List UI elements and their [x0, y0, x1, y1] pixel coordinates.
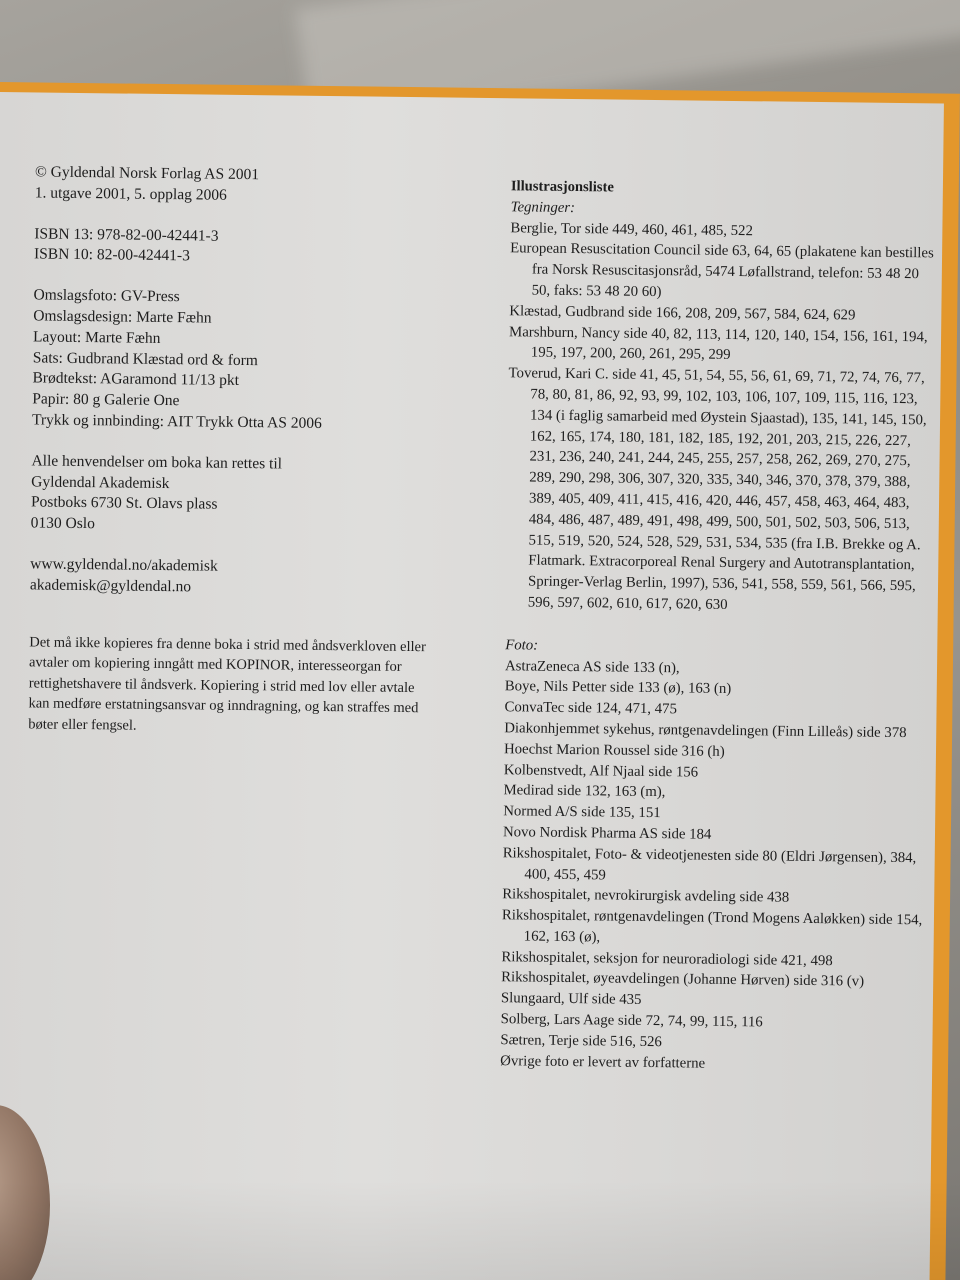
photo-entry: Hoechst Marion Roussel side 316 (h): [503, 740, 725, 760]
isbn-block: [34, 224, 444, 271]
copyright-block: [35, 162, 445, 209]
drawing-entry: Klæstad, Gudbrand side 166, 208, 209, 567, 584, 624, 629: [509, 303, 856, 324]
credit-line: Layout: Marte Fæhn: [32, 328, 161, 347]
address-line: Gyldendal Akademisk: [31, 472, 170, 492]
photo-entry: Rikshospitalet, øyeavdelingen (Johanne Hørven) side 316 (v): [501, 969, 865, 991]
book-page: [0, 92, 944, 1280]
photo-entry: Rikshospitalet, Foto- & videotjenesten side 80 (Eldri Jørgensen), 384, 400, 455, 459: [502, 844, 917, 883]
credit-line: Sats: Gudbrand Klæstad ord & form: [32, 348, 259, 369]
page-bottom-shadow: [0, 1180, 960, 1280]
photo-entry: Rikshospitalet, røntgenavdelingen (Trond Mogens Aaløkken) side 154, 162, 163 (ø),: [501, 907, 923, 946]
address-line: Postboks 6730 St. Olavs plass: [30, 493, 218, 514]
colophon-column: [28, 162, 445, 739]
address-block: [31, 451, 442, 539]
isbn-10: ISBN 10: 82-00-42441-3: [33, 245, 190, 265]
drawing-entry: European Resuscitation Council side 63, 64, 65 (plakatene kan bestilles fra Norsk Resuscitasjonsråd, 5474 Løfallstrand, telefon: 53 48 20 50, faks: 53 48 20 60): [510, 240, 934, 301]
photo-entry: Solberg, Lars Aage side 72, 74, 99, 115, 116: [500, 1011, 763, 1031]
photo-entry: Boye, Nils Petter side 133 (ø), 163 (n): [504, 678, 732, 698]
photo-entry: Sætren, Terje side 516, 526: [500, 1032, 662, 1051]
credit-line: Papir: 80 g Galerie One: [32, 390, 180, 410]
photo-entry: Rikshospitalet, nevrokirurgisk avdeling side 438: [502, 886, 790, 906]
credit-line: Omslagsdesign: Marte Fæhn: [33, 307, 212, 327]
photo-entry: Normed A/S side 135, 151: [503, 803, 661, 822]
address-line: Alle henvendelser om boka kan rettes til: [31, 452, 283, 473]
photo-entry: Diakonhjemmet sykehus, røntgenavdelingen (Finn Lilleås) side 378: [504, 720, 907, 742]
photos-subheading: Foto:: [505, 636, 539, 654]
photo-entry: Medirad side 132, 163 (m),: [503, 782, 666, 801]
photo-entry: AstraZeneca AS side 133 (n),: [504, 657, 680, 676]
credit-line: Omslagsfoto: GV-Press: [33, 286, 180, 306]
drawing-entry: Toverud, Kari C. side 41, 45, 51, 54, 55, 56, 61, 69, 71, 72, 74, 76, 77, 78, 80, 81, 86, 92, 93, 99, 102, 103, 106, 107, 109, 115, 116, 123, 134 (i faglig samarbeid med Øystein Sjaastad), 135, 141, 145, 150, 162, 165, 174, 180, 181, 182, 185, 192, 201, 203, 215, 226, 227, 231, 236, 240, 241, 244, 245, 255, 257, 258, 262, 269, 270, 275, 289, 290, 298, 306, 307, 320, 335, 340, 346, 370, 378, 379, 388, 389, 405, 409, 411, 415, 416, 420, 446, 457, 458, 463, 464, 483, 484, 486, 487, 489, 491, 498, 499, 500, 501, 502, 503, 506, 513, 515, 519, 520, 524, 528, 529, 531, 534, 535 (fra I.B. Brekke og A. Flatmark. Extracorporeal Renal Surgery and Autotransplantation, Springer-Verlag Berlin, 1997), 536, 541, 558, 559, 561, 566, 595, 596, 597, 602, 610, 617, 620, 630: [508, 365, 927, 613]
drawings-subheading: Tegninger:: [510, 199, 576, 216]
isbn-13: ISBN 13: 978-82-00-42441-3: [34, 225, 219, 245]
web-block: [30, 554, 440, 601]
credit-line: Brødtekst: AGaramond 11/13 pkt: [32, 369, 240, 390]
photo-entry: Novo Nordisk Pharma AS side 184: [502, 824, 712, 843]
website: www.gyldendal.no/akademisk: [30, 555, 218, 575]
credits-block: [32, 286, 444, 437]
copyright-notice: Det må ikke kopieres fra denne boka i strid med åndsverkloven eller avtaler om kopiering inngått med KOPINOR, interesseorgan for rettighetshavere til åndsverk. Kopiering i strid med lov eller avtale kan medføre erstatningsansvar og inndragning, og kan straffes med bøter eller fengsel.: [28, 633, 426, 734]
illustration-list-column: [500, 176, 936, 1077]
copyright-line: © Gyldendal Norsk Forlag AS 2001: [34, 163, 260, 184]
illustration-list-heading: Illustrasjonsliste: [510, 178, 614, 196]
photo-entry: ConvaTec side 124, 471, 475: [504, 699, 677, 718]
photo-entry: Kolbenstvedt, Alf Njaal side 156: [503, 761, 699, 781]
drawing-entry: Berglie, Tor side 449, 460, 461, 485, 522: [510, 219, 754, 239]
photo-entry: Slungaard, Ulf side 435: [500, 990, 642, 1009]
photo-entry: Rikshospitalet, seksjon for neuroradiologi side 421, 498: [501, 948, 833, 969]
address-line: 0130 Oslo: [30, 514, 96, 533]
drawing-entry: Marshburn, Nancy side 40, 82, 113, 114, 120, 140, 154, 156, 161, 194, 195, 197, 200, 260, 261, 295, 299: [509, 323, 928, 364]
photo-entry: Øvrige foto er levert av forfatterne: [500, 1052, 706, 1072]
edition-line: 1. utgave 2001, 5. opplag 2006: [34, 184, 227, 204]
email: akademisk@gyldendal.no: [29, 576, 192, 596]
credit-line: Trykk og innbinding: AIT Trykk Otta AS 2006: [31, 411, 322, 432]
